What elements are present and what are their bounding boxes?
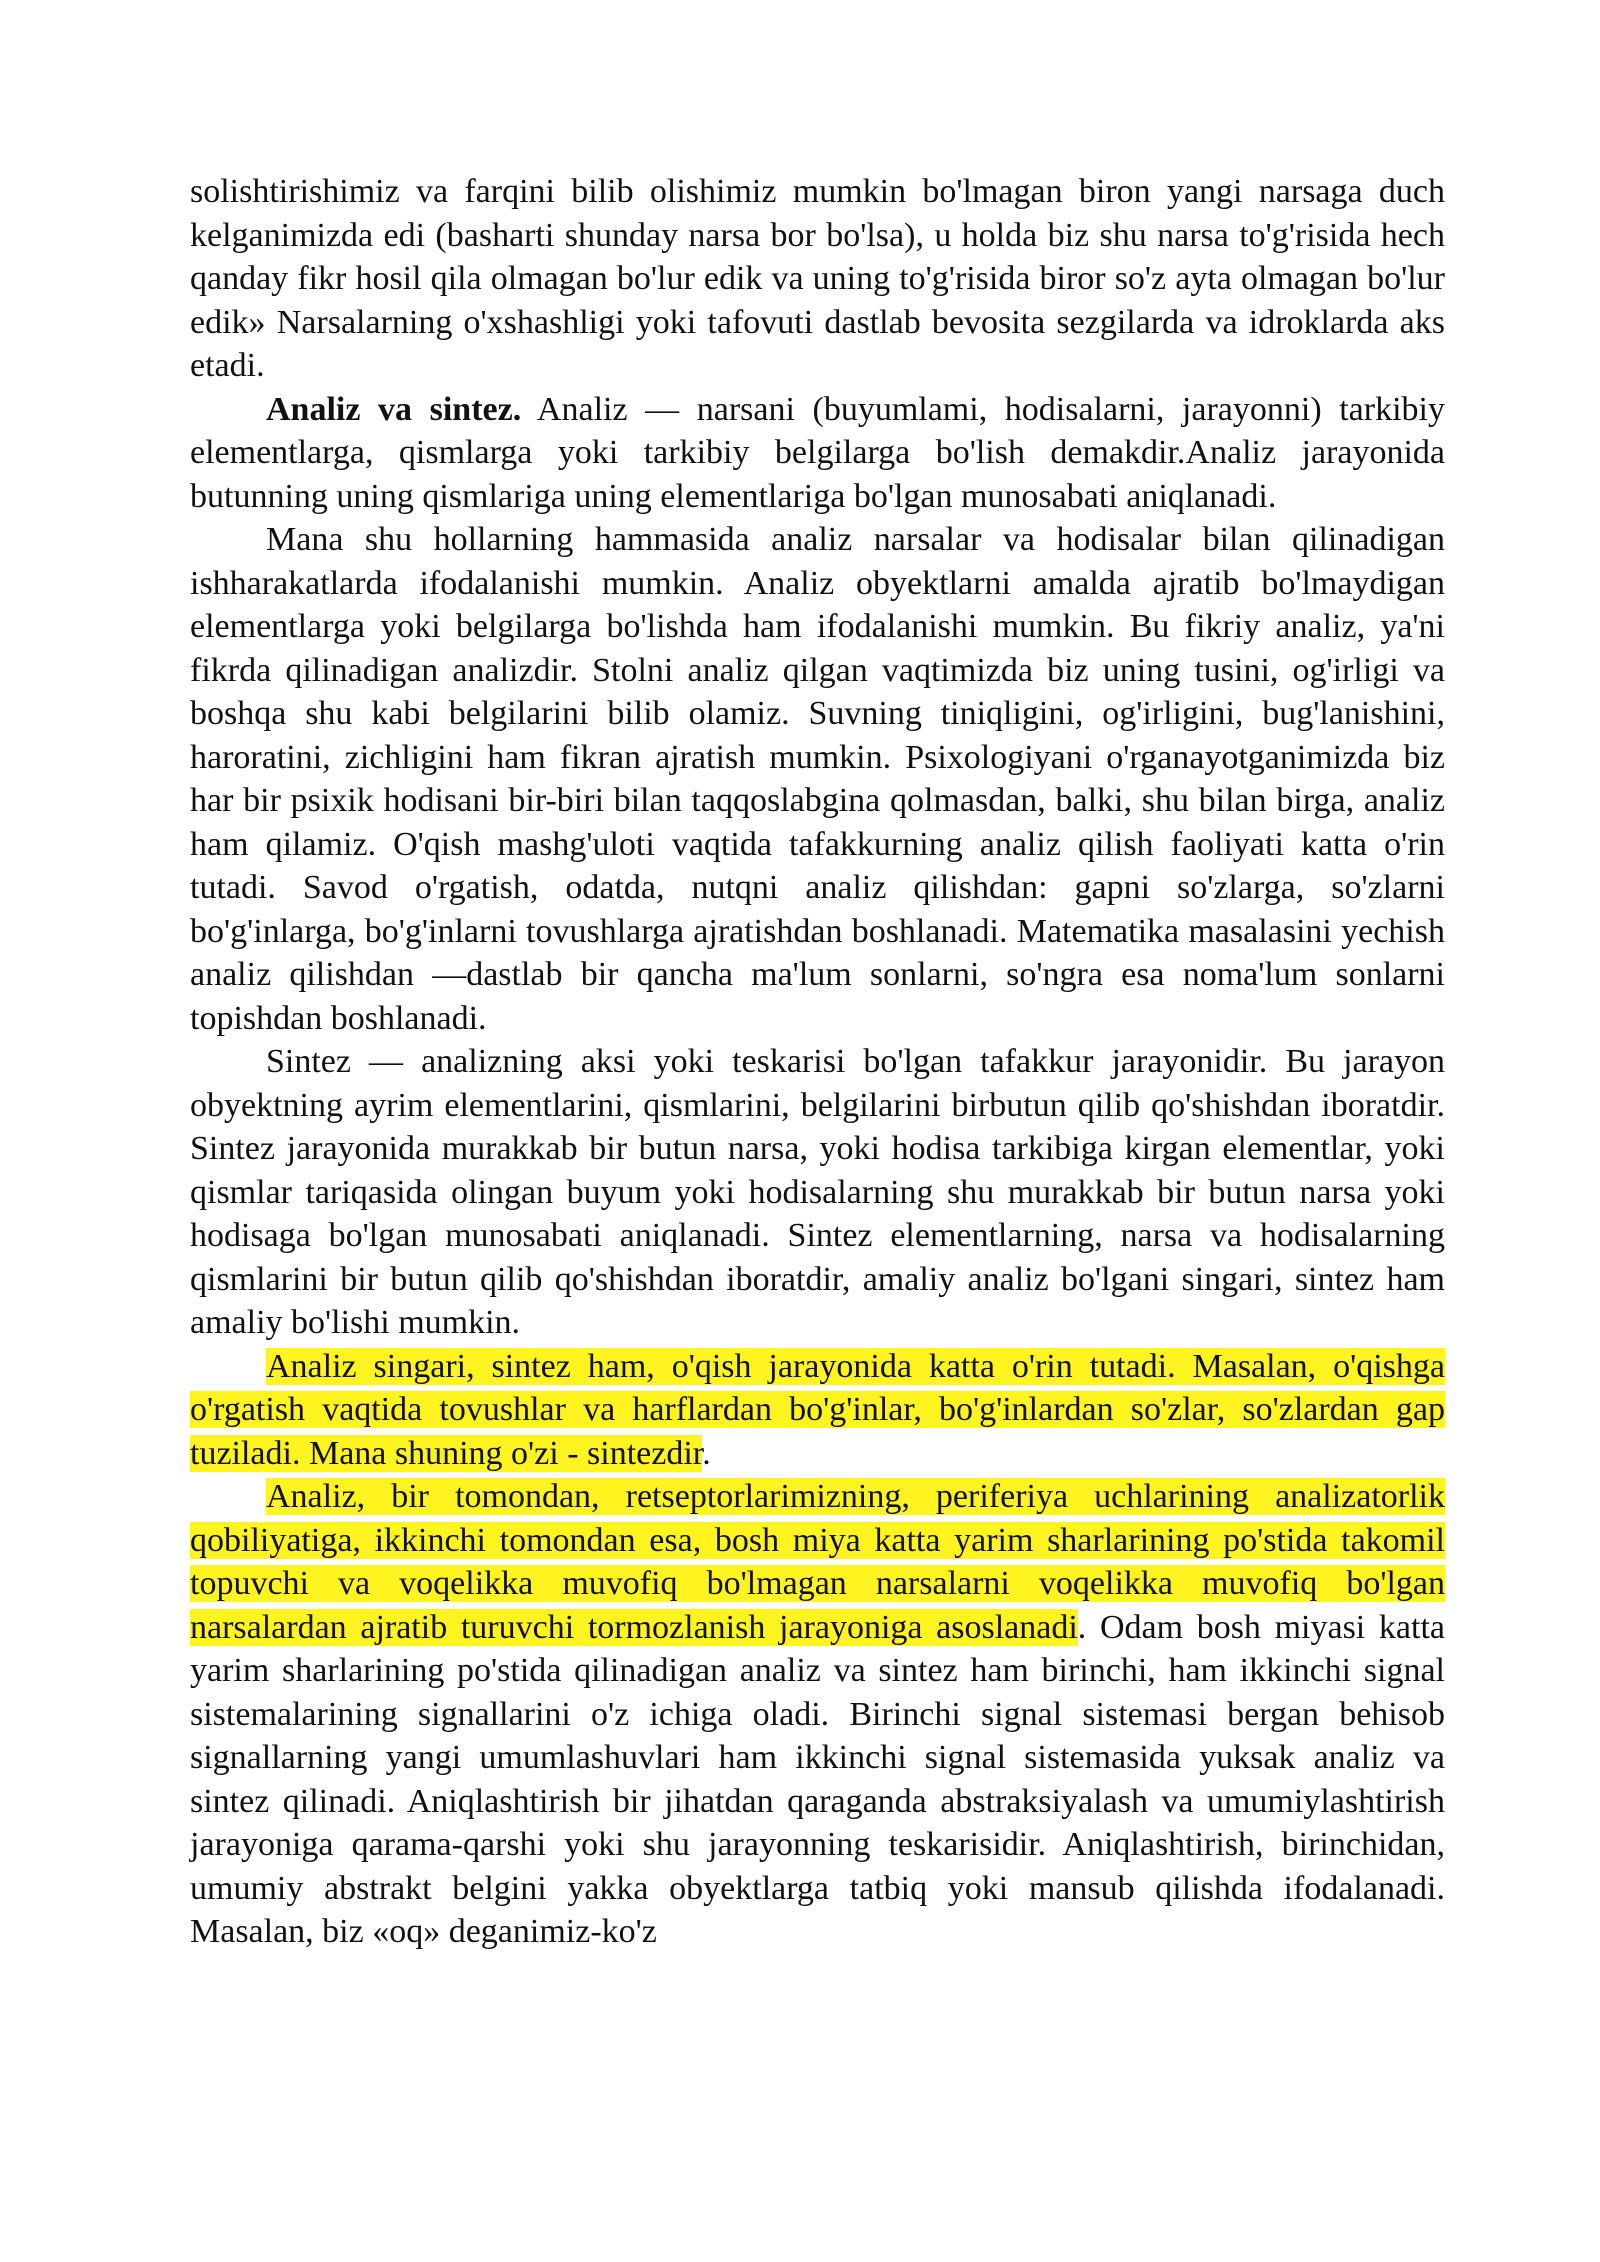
paragraph-highlighted-physiology	[190, 1475, 1445, 1954]
highlighted-text: Analiz singari, sintez ham, o'qish jarayonida katta o'rin tutadi. Masalan, o'qishga o'rgatish vaqtida tovushlar va harflardan bo'g'inlar, bo'g'inlardan so'zlar, so'zlardan gap tuziladi. Mana shuning o'zi - sintezdir	[190, 1347, 1445, 1472]
paragraph-analiz-examples: Mana shu hollarning hammasida analiz narsalar va hodisalar bilan qilinadigan ishharakatlarda ifodalanishi mumkin. Analiz obyektlarni amalda ajratib bo'lmaydigan elementlarga yoki belgilarga bo'lishda ham ifodalanishi mumkin. Bu fikriy analiz, ya'ni fikrda qilinadigan analizdir. Stolni analiz qilgan vaqtimizda biz uning tusini, og'irligi va boshqa shu kabi belgilarini bilib olamiz. Suvning tiniqligini, og'irligini, bug'lanishini, haroratini, zichligini ham fikran ajratish mumkin. Psixologiyani o'rganayotganimizda biz har bir psixik hodisani bir-biri bilan taqqoslabgina qolmasdan, balki, shu bilan birga, analiz ham qilamiz. O'qish mashg'uloti vaqtida tafakkurning analiz qilish faoliyati katta o'rin tutadi. Savod o'rgatish, odatda, nutqni analiz qilishdan: gapni so'zlarga, so'zlarni bo'g'inlarga, bo'g'inlarni tovushlarga ajratishdan boshlanadi. Matematika masalasini yechish analiz qilishdan —dastlab bir qancha ma'lum sonlarni, so'ngra esa noma'lum sonlarni topishdan boshlanadi.	[190, 521, 1445, 1037]
highlighted-text: Analiz, bir tomondan, retseptorlarimizning, periferiya uchlarining analizatorlik qobiliyatiga, ikkinchi tomondan esa, bosh miya katta yarim sharlarining po'stida takomil topuvchi va voqelikka muvofiq bo'lmagan narsalarni voqelikka muvofiq bo'lgan narsalardan ajratib turuvchi tormozlanish jarayoniga asoslanadi	[190, 1478, 1445, 1646]
paragraph-sintez: Sintez — analizning aksi yoki teskarisi bo'lgan tafakkur jarayonidir. Bu jarayon obyektning ayrim elementlarini, qismlarini, belgilarini birbutun qilib qo'shishdan iboratdir. Sintez jarayonida murakkab bir butun narsa, yoki hodisa tarkibiga kirgan elementlar, yoki qismlar tariqasida olingan buyum yoki hodisalarning shu murakkab bir butun narsa yoki hodisaga bo'lgan munosabati aniqlanadi. Sintez elementlarning, narsa va hodisalarning qismlarini bir butun qilib qo'shishdan iboratdir, amaliy analiz bo'lgani singari, sintez ham amaliy bo'lishi mumkin.	[190, 1043, 1445, 1341]
paragraph-text: Analiz — narsani (buyumlami, hodisalarni, jarayonni) tarkibiy elementlarga, qismlarga yoki tarkibiy belgilarga bo'lish demakdir.Analiz jarayonida butunning uning qismlariga uning elementlariga bo'lgan munosabati aniqlanadi.	[190, 390, 1445, 515]
section-heading: Analiz va sintez.	[266, 390, 522, 428]
paragraph-continuation: solishtirishimiz va farqini bilib olishimiz mumkin bo'lmagan biron yangi narsaga duch kelganimizda edi (basharti shunday narsa bor bo'lsa), u holda biz shu narsa to'g'risida hech qanday fikr hosil qila olmagan bo'lur edik va uning to'g'risida biror so'z ayta olmagan bo'lur edik» Narsalarning o'xshashligi yoki tafovuti dastlab bevosita sezgilarda va idroklarda aks etadi.	[190, 173, 1445, 384]
paragraph-analiz-sintez	[190, 388, 1445, 519]
paragraph-text: .	[702, 1434, 711, 1472]
document-page	[190, 170, 1445, 1954]
paragraph-highlighted-reading	[190, 1345, 1445, 1476]
paragraph-text: . Odam bosh miyasi katta yarim sharlarining po'stida qilinadigan analiz va sintez ham birinchi, ham ikkinchi signal sistemalarining signallarini o'z ichiga oladi. Birinchi signal sistemasi bergan behisob signallarning yangi umumlashuvlari ham ikkinchi signal sistemasida yuksak analiz va sintez qilinadi. Aniqlashtirish bir jihatdan qaraganda abstraksiyalash va umumiylashtirish jarayoniga qarama-qarshi yoki shu jarayonning teskarisidir. Aniqlashtirish, birinchidan, umumiy abstrakt belgini yakka obyektlarga tatbiq yoki mansub qilishda ifodalanadi. Masalan, biz «oq» deganimiz-ko'z	[190, 1608, 1445, 1950]
